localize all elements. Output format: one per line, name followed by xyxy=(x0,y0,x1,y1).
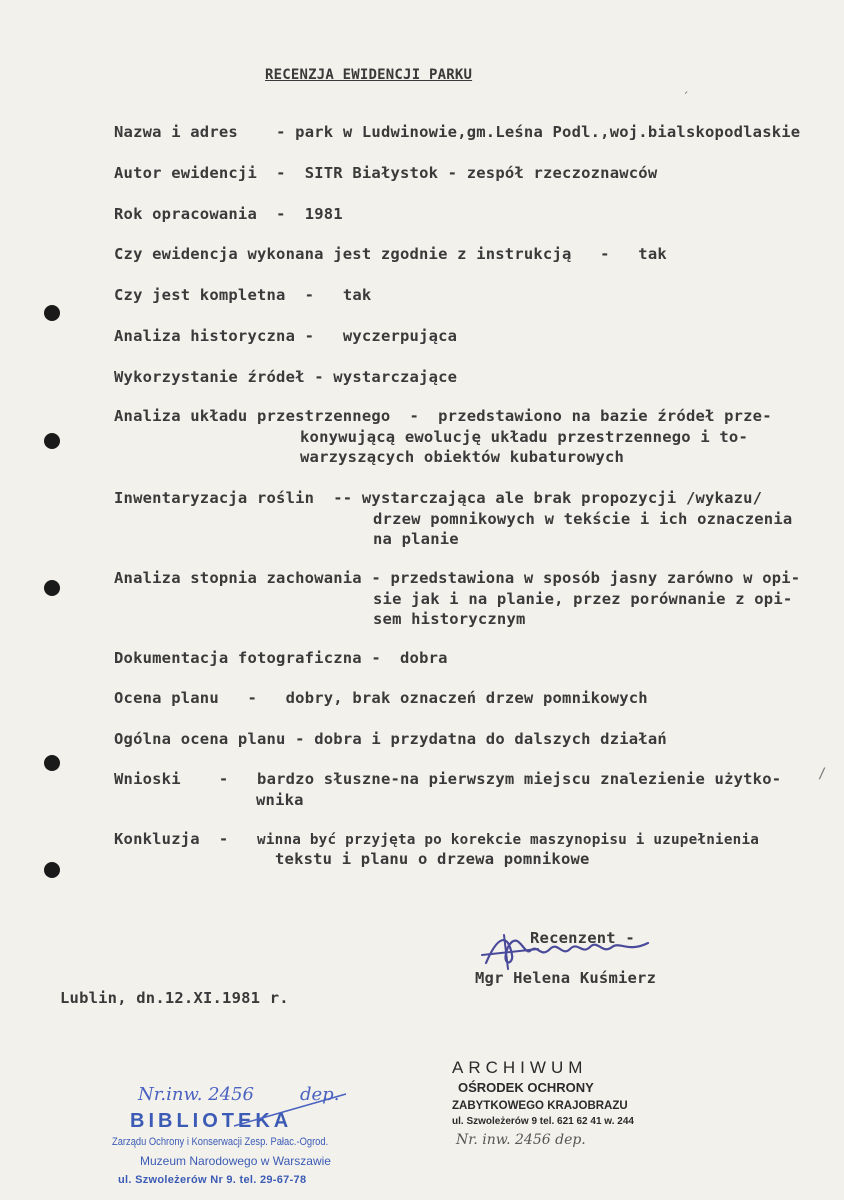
reviewer-role: Recenzent - xyxy=(530,929,635,947)
reviewer-name: Mgr Helena Kuśmierz xyxy=(475,969,657,987)
entry-separator: - xyxy=(409,407,420,425)
entry-separator: - xyxy=(218,770,229,788)
entry-continuation: wnika xyxy=(256,791,304,809)
entry-value: SITR Białystok - zespół rzeczoznawców xyxy=(304,164,658,182)
library-stamp-line: Zarządu Ochrony i Konserwacji Zesp. Pałac.-Ogrod. xyxy=(112,1136,329,1148)
entry-value: wystarczające xyxy=(333,368,458,386)
entry-continuation: sie jak i na planie, przez porównanie z opi- xyxy=(373,590,793,608)
inventory-handwritten: Nr.inw. 2456 xyxy=(138,1084,254,1105)
document-title: RECENZJA EWIDENCJI PARKU xyxy=(265,67,473,83)
entry-completeness xyxy=(114,285,371,305)
entry-value: winna być przyjęta po korekcie maszynopisu i uzupełnienia xyxy=(257,832,760,848)
entry-continuation: konywującą ewolucję układu przestrzennego i to- xyxy=(300,428,748,446)
entry-label: Ogólna ocena planu xyxy=(114,730,286,748)
pen-mark: ′ xyxy=(682,90,691,106)
entry-label: Dokumentacja fotograficzna xyxy=(114,649,362,667)
entry-value: tak xyxy=(638,245,667,263)
entry-separator: - xyxy=(247,689,258,707)
entry-value: przedstawiono na bazie źródeł prze- xyxy=(438,407,772,425)
entry-label: Autor ewidencji xyxy=(114,164,257,182)
entry-name-address xyxy=(114,122,800,142)
punch-hole xyxy=(44,580,60,596)
entry-overall-rating xyxy=(114,729,667,749)
entry-continuation: na planie xyxy=(373,530,459,548)
archive-stamp-line: ZABYTKOWEGO KRAJOBRAZU xyxy=(452,1100,628,1112)
entry-separator: - xyxy=(276,164,286,182)
archive-inventory-handwritten: Nr. inw. 2456 dep. xyxy=(456,1132,586,1148)
entry-value: bardzo słuszne-na pierwszym miejscu znalezienie użytko- xyxy=(257,770,782,788)
entry-separator: - xyxy=(304,327,315,345)
entry-separator: - xyxy=(314,368,324,386)
entry-separator: - xyxy=(276,205,286,223)
archive-stamp xyxy=(448,1058,678,1168)
entry-sources-usage xyxy=(114,367,457,387)
entry-label: Wnioski xyxy=(114,770,181,788)
entry-continuation: drzew pomnikowych w tekście i ich oznaczenia xyxy=(373,510,793,528)
entry-value: dobry, brak oznaczeń drzew pomnikowych xyxy=(285,689,648,707)
punch-hole xyxy=(44,433,60,449)
entry-value: wystarczająca ale brak propozycji /wykazu/ xyxy=(361,489,763,507)
entry-value: wyczerpująca xyxy=(342,327,458,345)
entry-continuation: warzyszących obiektów kubaturowych xyxy=(300,448,625,466)
entry-separator: - xyxy=(304,286,315,304)
entry-label: Czy jest kompletna xyxy=(114,286,286,304)
entry-value: 1981 xyxy=(304,205,343,223)
entry-label: Analiza stopnia zachowania xyxy=(114,569,362,587)
entry-separator: - xyxy=(218,830,229,848)
entry-plan-rating xyxy=(114,688,648,708)
date-line: Lublin, dn.12.XI.1981 r. xyxy=(60,989,289,1007)
entry-separator: - xyxy=(371,649,381,667)
entry-conclusions xyxy=(114,769,781,789)
entry-continuation: tekstu i planu o drzewa pomnikowe xyxy=(275,850,590,868)
entry-value: park w Ludwinowie,gm.Leśna Podl.,woj.bialskopodlaskie xyxy=(295,123,801,141)
entry-label: Ocena planu xyxy=(114,689,219,707)
archive-stamp-title: ARCHIWUM xyxy=(452,1058,588,1077)
entry-label: Rok opracowania xyxy=(114,205,257,223)
entry-label: Inwentaryzacja roślin xyxy=(114,489,315,507)
library-stamp xyxy=(110,1080,380,1195)
entry-label: Nazwa i adres xyxy=(114,123,238,141)
punch-hole xyxy=(44,862,60,878)
entry-value: dobra xyxy=(400,649,448,667)
entry-label: Analiza układu przestrzennego xyxy=(114,407,391,425)
entry-separator: - xyxy=(276,123,286,141)
entry-spatial-analysis xyxy=(114,406,772,426)
archive-stamp-line: OŚRODEK OCHRONY xyxy=(458,1080,594,1095)
archive-stamp-address: ul. Szwoleżerów 9 tel. 621 62 41 w. 244 xyxy=(452,1116,634,1127)
entry-value: przedstawiona w sposób jasny zarówno w opi- xyxy=(390,569,801,587)
entry-value: tak xyxy=(342,286,372,304)
library-stamp-address: ul. Szwoleżerów Nr 9. tel. 29-67-78 xyxy=(118,1174,307,1186)
punch-hole xyxy=(44,755,60,771)
entry-year xyxy=(114,204,343,224)
entry-label: Konkluzja xyxy=(114,830,200,848)
entry-continuation: sem historycznym xyxy=(373,610,526,628)
entry-preservation-analysis xyxy=(114,568,800,588)
entry-author xyxy=(114,163,657,183)
deposit-handwritten: dep. xyxy=(300,1084,340,1105)
entry-label: Wykorzystanie źródeł xyxy=(114,368,305,386)
library-stamp-line: Muzeum Narodowego w Warszawie xyxy=(140,1154,331,1168)
entry-plant-inventory xyxy=(114,488,762,508)
entry-label: Analiza historyczna xyxy=(114,327,296,345)
entry-separator: -- xyxy=(333,489,353,507)
entry-label: Czy ewidencja wykonana jest zgodnie z instrukcją xyxy=(114,245,572,263)
entry-instruction-compliance xyxy=(114,244,667,264)
punch-hole xyxy=(44,305,60,321)
entry-final-conclusion xyxy=(114,829,759,850)
pen-mark: / xyxy=(818,766,827,782)
entry-historical-analysis xyxy=(114,326,457,346)
library-stamp-title: BIBLIOTEKA xyxy=(130,1110,293,1132)
entry-photo-documentation xyxy=(114,648,448,668)
entry-separator: - xyxy=(371,569,381,587)
entry-separator: - xyxy=(295,730,305,748)
entry-separator: - xyxy=(600,245,610,263)
entry-value: dobra i przydatna do dalszych działań xyxy=(314,730,667,748)
stamp-pen-stroke xyxy=(230,1090,350,1130)
